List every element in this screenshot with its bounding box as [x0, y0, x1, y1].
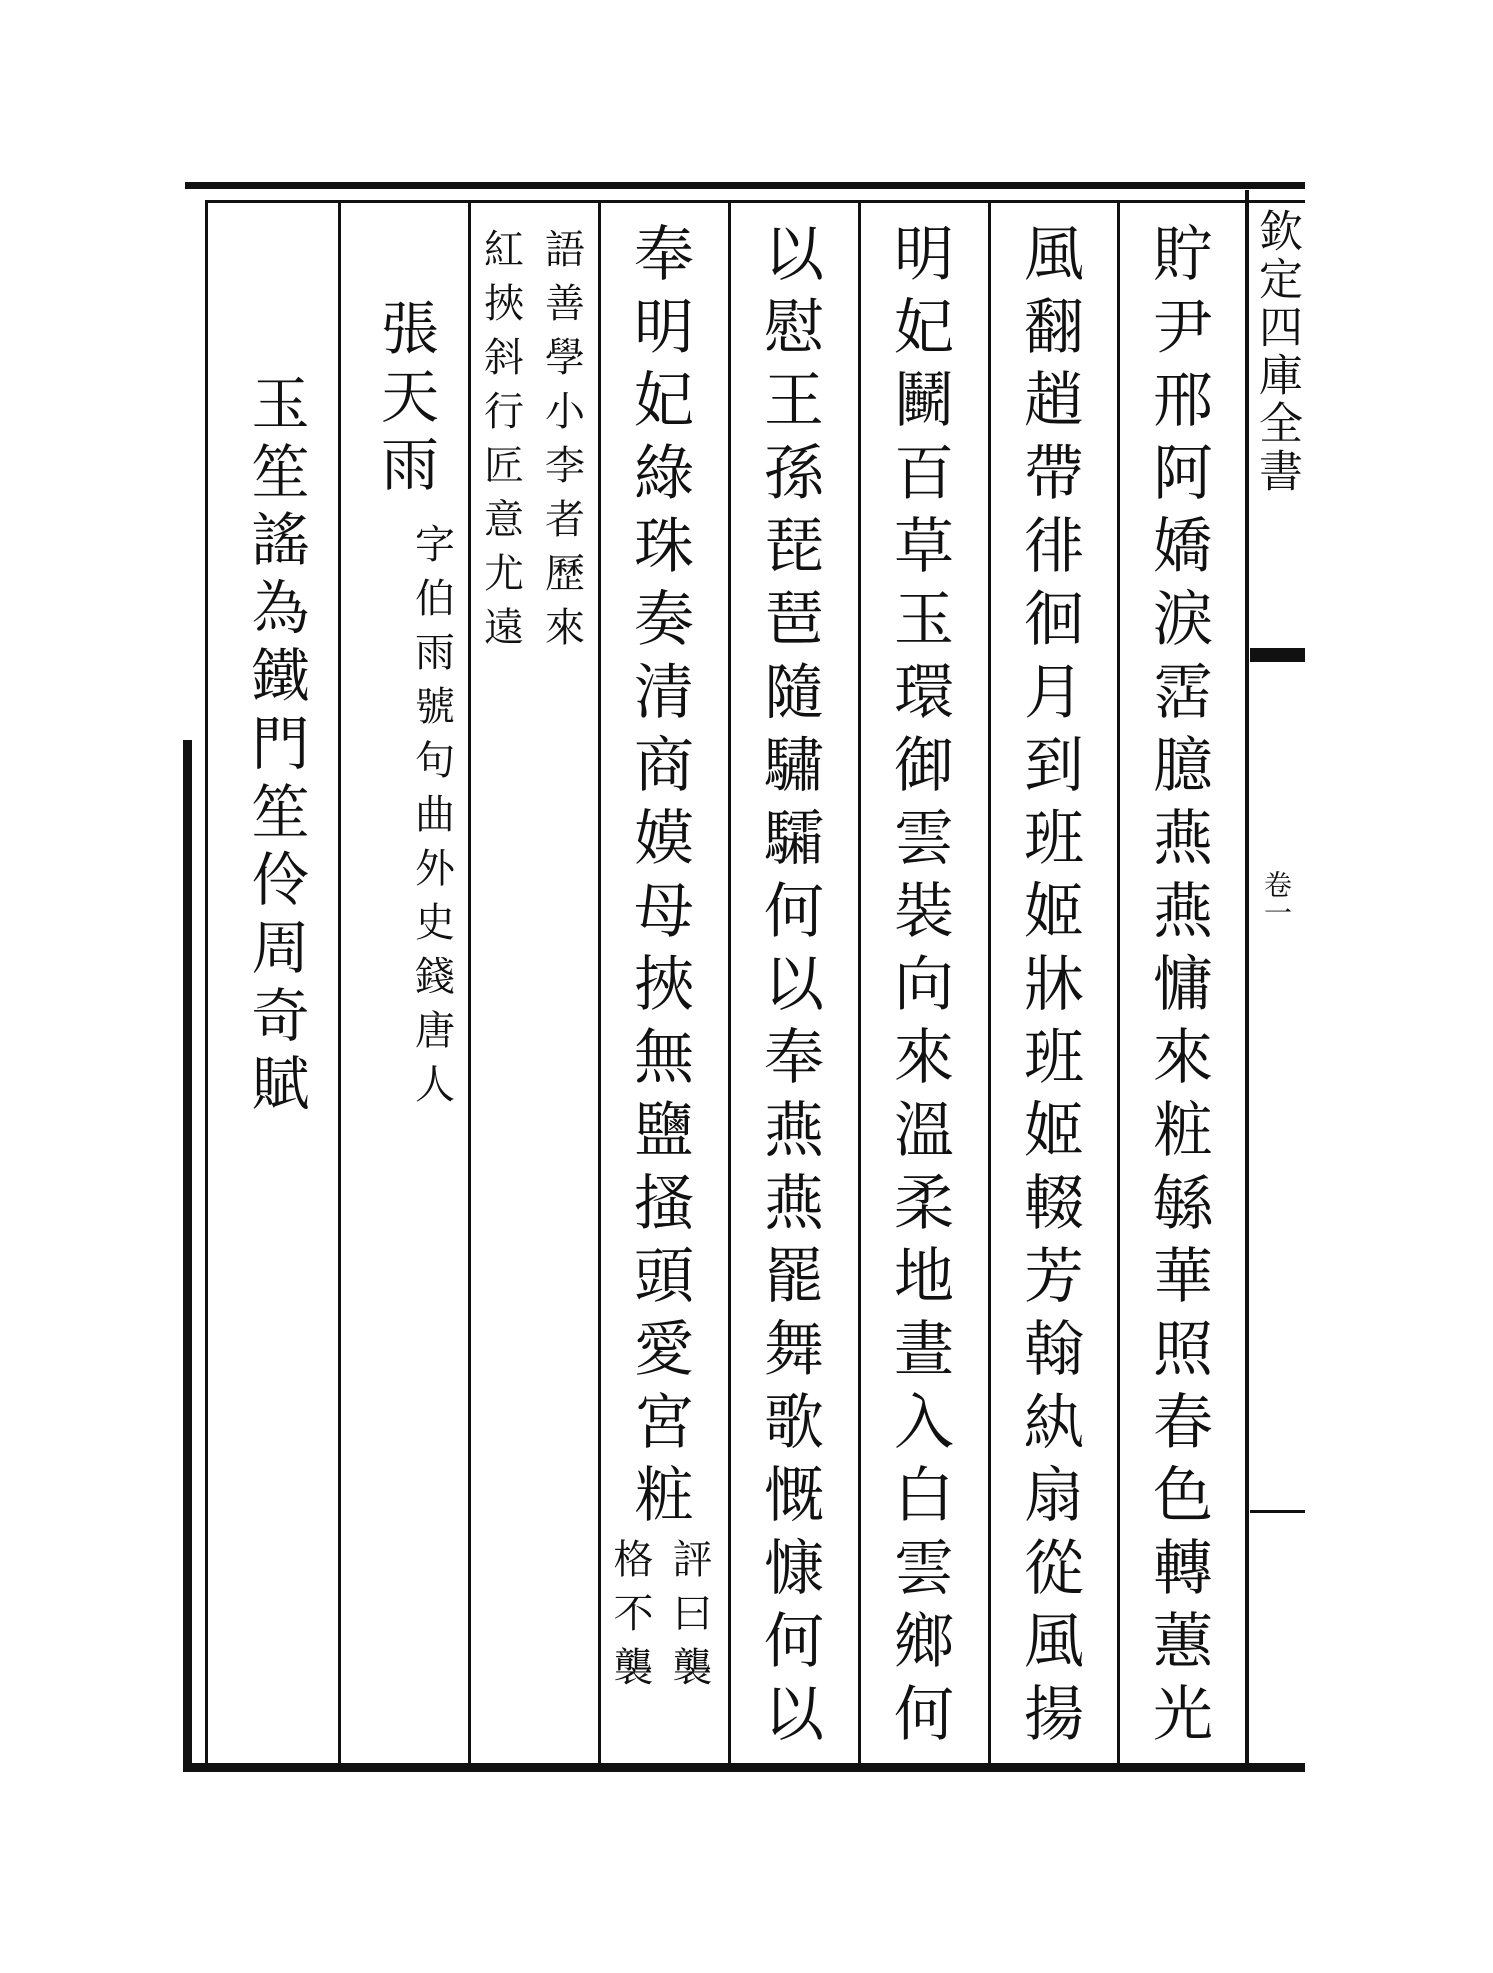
- glyph: 號: [415, 684, 455, 730]
- glyph: 雲: [894, 804, 954, 874]
- margin-juan-text: 卷一: [1260, 870, 1293, 926]
- glyph: 學: [545, 335, 585, 381]
- glyph: 以: [764, 220, 824, 290]
- glyph: 不: [613, 1591, 654, 1637]
- glyph: 鬭: [894, 366, 954, 436]
- glyph: 為: [251, 574, 310, 642]
- margin-rule: [1250, 1510, 1305, 1513]
- glyph: 善: [545, 281, 585, 327]
- glyph: 歷: [545, 551, 585, 597]
- glyph: 愛: [634, 1315, 694, 1385]
- margin-juan: [1254, 870, 1298, 926]
- glyph: 挾: [634, 950, 694, 1020]
- glyph: 慨: [764, 1461, 824, 1531]
- glyph: 笙: [251, 438, 310, 506]
- glyph: 轉: [1153, 1534, 1213, 1604]
- glyph: 從: [1024, 1534, 1084, 1604]
- glyph: 草: [894, 512, 954, 582]
- text-column-3: [864, 220, 984, 1758]
- glyph: 燕: [764, 1096, 824, 1166]
- glyph: 珠: [634, 512, 694, 582]
- column-divider: [728, 200, 731, 1765]
- glyph: 伶: [251, 846, 310, 914]
- glyph: 字: [415, 522, 455, 568]
- text-column-2: [994, 220, 1114, 1758]
- glyph: 風: [1024, 1607, 1084, 1677]
- glyph: 玉: [251, 370, 310, 438]
- glyph: 貯: [1153, 220, 1213, 290]
- glyph: 色: [1153, 1461, 1213, 1531]
- left-border: [183, 740, 192, 1772]
- glyph: 牀: [1024, 950, 1084, 1020]
- glyph: 鐵: [251, 642, 310, 710]
- glyph: 扇: [1024, 1461, 1084, 1531]
- glyph: 奉: [764, 1023, 824, 1093]
- glyph: 小: [545, 389, 585, 435]
- glyph: 清: [634, 658, 694, 728]
- glyph: 阿: [1153, 439, 1213, 509]
- margin-title-text: 欽定四庫全書: [1251, 208, 1302, 496]
- glyph: 緐: [1153, 1169, 1213, 1239]
- glyph: 奏: [634, 585, 694, 655]
- column-divider: [1117, 200, 1120, 1765]
- glyph: 襲: [672, 1645, 713, 1691]
- glyph: 來: [894, 1023, 954, 1093]
- glyph: 華: [1153, 1242, 1213, 1312]
- glyph: 姬: [1024, 1096, 1084, 1166]
- glyph: 曰: [672, 1591, 713, 1637]
- glyph: 地: [894, 1242, 954, 1312]
- glyph: 李: [545, 443, 585, 489]
- glyph: 御: [894, 731, 954, 801]
- glyph: 奉: [634, 220, 694, 290]
- glyph: 隨: [764, 658, 824, 728]
- author-note-column: [405, 522, 465, 1119]
- glyph: 王: [764, 366, 824, 436]
- glyph: 百: [894, 439, 954, 509]
- glyph: 頭: [634, 1242, 694, 1312]
- commentary-note-right: [665, 1537, 720, 1702]
- glyph: 風: [1024, 220, 1084, 290]
- column-divider: [858, 200, 861, 1765]
- text-column-5: [604, 220, 724, 1539]
- glyph: 綠: [634, 439, 694, 509]
- small-text-column-right: [535, 227, 595, 662]
- glyph: 何: [764, 877, 824, 947]
- glyph: 蕙: [1153, 1607, 1213, 1677]
- glyph: 者: [545, 497, 585, 543]
- glyph: 周: [251, 914, 310, 982]
- glyph: 何: [764, 1607, 824, 1677]
- glyph: 柔: [894, 1169, 954, 1239]
- glyph: 輟: [1024, 1169, 1084, 1239]
- glyph: 粧: [1153, 1096, 1213, 1166]
- glyph: 尤: [484, 551, 524, 597]
- glyph: 趙: [1024, 366, 1084, 436]
- glyph: 臆: [1153, 731, 1213, 801]
- glyph: 斜: [484, 335, 524, 381]
- glyph: 霑: [1153, 658, 1213, 728]
- glyph: 以: [764, 950, 824, 1020]
- glyph: 裝: [894, 877, 954, 947]
- text-column-1: [1123, 220, 1243, 1758]
- glyph: 燕: [764, 1169, 824, 1239]
- glyph: 雲: [894, 1534, 954, 1604]
- bottom-border: [185, 1763, 1305, 1772]
- column-divider: [598, 200, 601, 1765]
- glyph: 照: [1153, 1315, 1213, 1385]
- glyph: 搔: [634, 1169, 694, 1239]
- glyph: 光: [1153, 1680, 1213, 1750]
- glyph: 粧: [634, 1461, 694, 1531]
- glyph: 慰: [764, 293, 824, 363]
- glyph: 遠: [484, 605, 524, 651]
- top-border: [185, 182, 1305, 189]
- glyph: 燕: [1153, 877, 1213, 947]
- text-column-4: [734, 220, 854, 1758]
- margin-block: [1250, 648, 1305, 662]
- glyph: 史: [415, 900, 455, 946]
- glyph: 伯: [415, 576, 455, 622]
- glyph: 雨: [380, 431, 439, 499]
- glyph: 向: [894, 950, 954, 1020]
- glyph: 揚: [1024, 1680, 1084, 1750]
- glyph: 班: [1024, 1023, 1084, 1093]
- glyph: 門: [251, 710, 310, 778]
- commentary-note-left: [606, 1537, 661, 1702]
- glyph: 謠: [251, 506, 310, 574]
- glyph: 匠: [484, 443, 524, 489]
- glyph: 妃: [894, 293, 954, 363]
- glyph: 淚: [1153, 585, 1213, 655]
- glyph: 琵: [764, 512, 824, 582]
- glyph: 歌: [764, 1388, 824, 1458]
- glyph: 來: [545, 605, 585, 651]
- glyph: 張: [380, 295, 439, 363]
- glyph: 紅: [484, 227, 524, 273]
- glyph: 罷: [764, 1242, 824, 1312]
- right-border: [1245, 190, 1249, 1765]
- glyph: 妃: [634, 366, 694, 436]
- glyph: 奇: [251, 982, 310, 1050]
- glyph: 春: [1153, 1388, 1213, 1458]
- glyph: 句: [415, 738, 455, 784]
- glyph: 笙: [251, 778, 310, 846]
- glyph: 環: [894, 658, 954, 728]
- small-text-column-left: [474, 227, 534, 662]
- glyph: 襲: [613, 1645, 654, 1691]
- glyph: 驌: [764, 731, 824, 801]
- glyph: 來: [1153, 1023, 1213, 1093]
- glyph: 挾: [484, 281, 524, 327]
- glyph: 翻: [1024, 293, 1084, 363]
- glyph: 班: [1024, 804, 1084, 874]
- glyph: 舞: [764, 1315, 824, 1385]
- glyph: 慷: [764, 1534, 824, 1604]
- glyph: 意: [484, 497, 524, 543]
- glyph: 帶: [1024, 439, 1084, 509]
- glyph: 宮: [634, 1388, 694, 1458]
- glyph: 尹: [1153, 293, 1213, 363]
- glyph: 邢: [1153, 366, 1213, 436]
- top-border-inner: [205, 200, 1305, 203]
- glyph: 徊: [1024, 585, 1084, 655]
- column-divider: [338, 200, 341, 1765]
- glyph: 溫: [894, 1096, 954, 1166]
- glyph: 明: [894, 220, 954, 290]
- glyph: 慵: [1153, 950, 1213, 1020]
- glyph: 燕: [1153, 804, 1213, 874]
- glyph: 錢: [415, 954, 455, 1000]
- glyph: 鄉: [894, 1607, 954, 1677]
- glyph: 語: [545, 227, 585, 273]
- glyph: 入: [894, 1388, 954, 1458]
- glyph: 何: [894, 1680, 954, 1750]
- glyph: 人: [415, 1062, 455, 1108]
- glyph: 到: [1024, 731, 1084, 801]
- glyph: 鹽: [634, 1096, 694, 1166]
- glyph: 賦: [251, 1050, 310, 1118]
- glyph: 翰: [1024, 1315, 1084, 1385]
- glyph: 晝: [894, 1315, 954, 1385]
- glyph: 商: [634, 731, 694, 801]
- column-divider: [988, 200, 991, 1765]
- glyph: 曲: [415, 792, 455, 838]
- glyph: 嬌: [1153, 512, 1213, 582]
- glyph: 格: [613, 1537, 654, 1583]
- column-divider: [468, 200, 471, 1765]
- glyph: 以: [764, 1680, 824, 1750]
- glyph: 徘: [1024, 512, 1084, 582]
- glyph: 孫: [764, 439, 824, 509]
- glyph: 琶: [764, 585, 824, 655]
- glyph: 雨: [415, 630, 455, 676]
- left-border-inner: [205, 200, 208, 1765]
- glyph: 唐: [415, 1008, 455, 1054]
- author-name-column: [360, 295, 460, 504]
- glyph: 姬: [1024, 877, 1084, 947]
- glyph: 行: [484, 389, 524, 435]
- glyph: 評: [672, 1537, 713, 1583]
- glyph: 玉: [894, 585, 954, 655]
- glyph: 外: [415, 846, 455, 892]
- glyph: 天: [380, 363, 439, 431]
- glyph: 明: [634, 293, 694, 363]
- glyph: 月: [1024, 658, 1084, 728]
- glyph: 母: [634, 877, 694, 947]
- poem-title-column: [228, 370, 333, 1123]
- glyph: 紈: [1024, 1388, 1084, 1458]
- glyph: 無: [634, 1023, 694, 1093]
- margin-title: [1252, 208, 1300, 496]
- glyph: 芳: [1024, 1242, 1084, 1312]
- glyph: 嫫: [634, 804, 694, 874]
- glyph: 驦: [764, 804, 824, 874]
- glyph: 白: [894, 1461, 954, 1531]
